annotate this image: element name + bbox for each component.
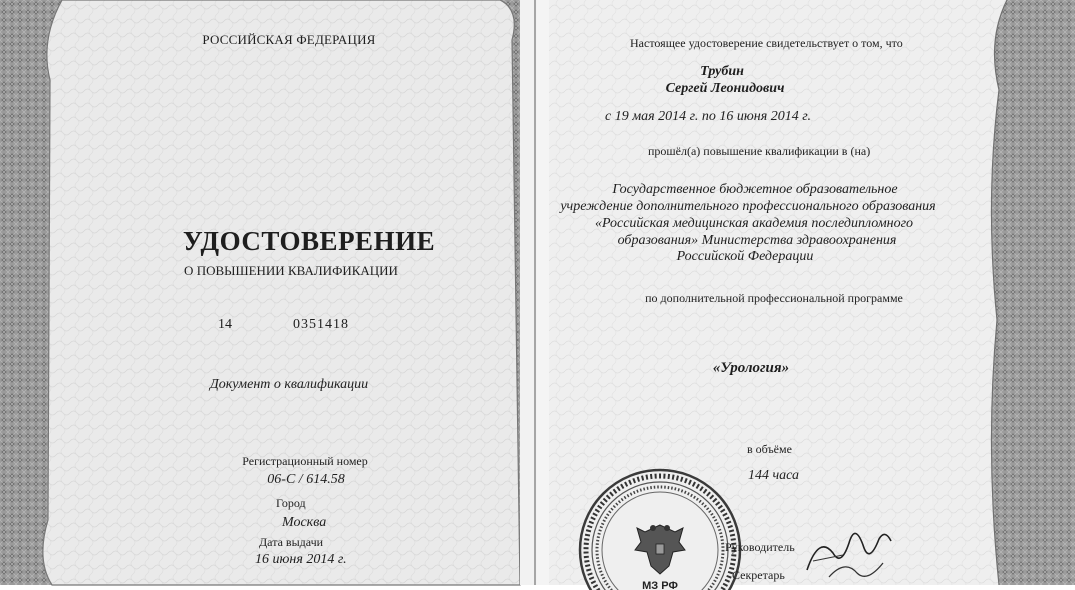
document-series: 14 [218,317,232,332]
institution-line: учреждение дополнительного профессионального образования [560,199,936,214]
left-page-background [0,0,537,585]
holder-name: Сергей Леонидович [665,81,785,96]
program-label: по дополнительной профессиональной программе [645,291,903,305]
country-header: РОССИЙСКАЯ ФЕДЕРАЦИЯ [202,32,376,47]
intro-text: Настоящее удостоверение свидетельствует о том, что [630,36,903,50]
training-period: с 19 мая 2014 г. по 16 июня 2014 г. [605,109,812,124]
issue-date-value: 16 июня 2014 г. [255,552,347,567]
issue-date-label: Дата выдачи [259,535,324,549]
official-seal [575,470,745,590]
document-type: Документ о квалификации [209,377,369,392]
head-label: Руководитель [725,540,795,554]
city-label: Город [276,496,306,510]
city-value: Москва [282,515,327,530]
program-name: «Урология» [712,360,790,376]
registration-label: Регистрационный номер [242,454,368,468]
document-number: 0351418 [293,317,349,332]
document-title: УДОСТОВЕРЕНИЕ [182,226,436,256]
holder-surname: Трубин [700,64,744,79]
document-subtitle: О ПОВЫШЕНИИ КВАЛИФИКАЦИИ [184,263,398,278]
handwritten-signature [799,515,899,585]
institution-line: «Российская медицинская академия последипломного [594,216,914,231]
registration-number: 06-С / 614.58 [267,472,345,487]
volume-value: 144 часа [748,468,800,483]
volume-label: в объёме [747,442,792,456]
qualification-statement: прошёл(а) повышение квалификации в (на) [648,144,871,158]
left-page [0,0,537,585]
right-page [537,0,1075,590]
institution-line: образования» Министерства здравоохранения [617,233,897,248]
secretary-label: Секретарь [732,568,785,582]
institution-line: Государственное бюджетное образовательное [612,182,898,197]
institution-line: Российской Федерации [676,249,814,264]
seal-abbreviation: МЗ РФ [642,580,678,590]
